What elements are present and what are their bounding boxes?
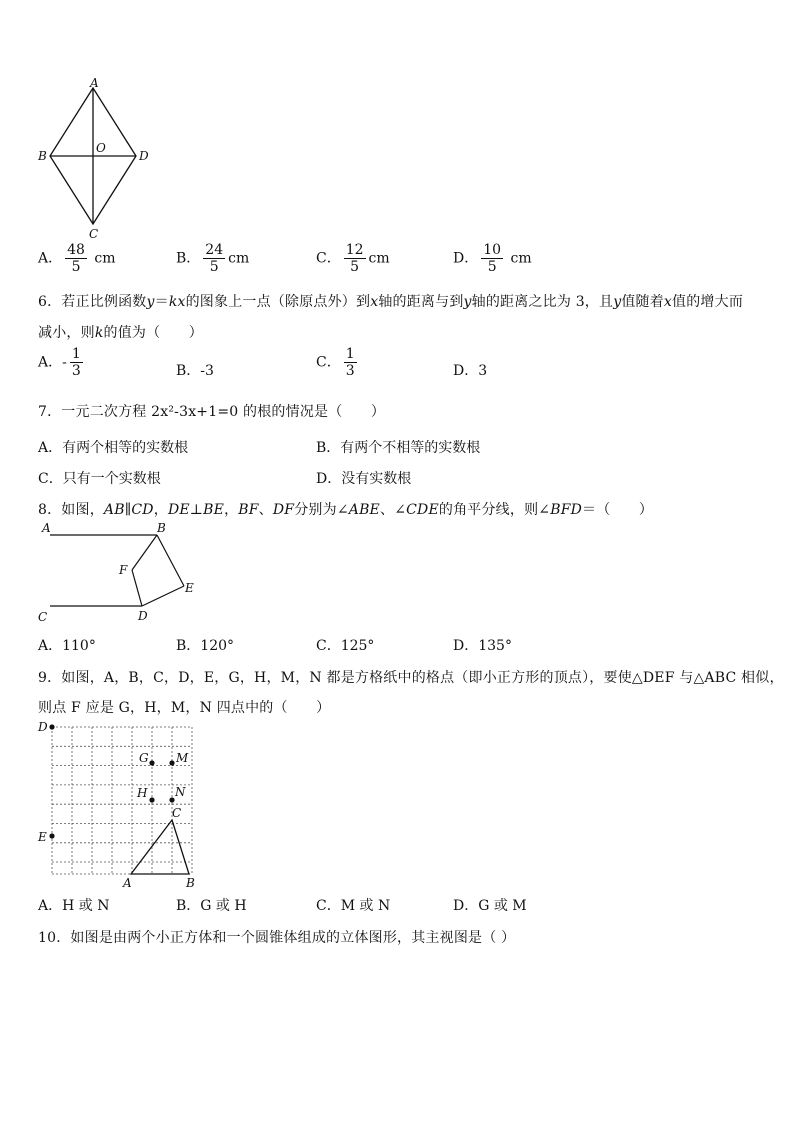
label-e: E [185,581,194,595]
fraction: $\frac{10}{5}$ [483,242,502,275]
label-n: N [175,785,186,799]
q7-option-a[interactable]: A．有两个相等的实数根 [38,440,189,456]
q5-option-c[interactable]: C． $\frac{12}{5}$ cm [316,242,390,275]
label-b: B [157,521,166,535]
label-b: B [186,876,195,890]
q7-option-d[interactable]: D．没有实数根 [316,471,412,487]
label-a: A [42,521,51,535]
q6-stem-line2: 减小，则k的值为（ ） [38,325,203,341]
q8-stem: 8．如图，AB∥CD，DE⊥BE，BF、DF分别为∠ABE、∠CDE的角平分线，则∠BFD＝（ ） [38,502,654,518]
fraction: $\frac{1}{3}$ [71,346,81,379]
fraction: $\frac{48}{5}$ [67,242,85,275]
q10-stem: 10．如图是由两个小正方体和一个圆锥体组成的立体图形，其主视图是（ ） [38,930,516,946]
label-f: F [119,563,128,577]
q7-option-b[interactable]: B．有两个不相等的实数根 [316,440,481,456]
label-h: H [137,786,148,800]
label-c: C [38,610,48,624]
q9-option-b[interactable]: B．G 或 H [176,898,247,914]
q5-option-a[interactable]: A． $\frac{48}{5}$ cm [38,242,116,275]
q6-option-b[interactable]: B．-3 [176,363,214,379]
label-a: A [123,876,132,890]
q9-option-a[interactable]: A．H 或 N [38,898,110,914]
label-a: A [90,76,99,90]
q8-option-c[interactable]: C．125° [316,638,375,654]
label-b: B [38,149,47,163]
grid-figure [34,716,209,890]
label-d: D [38,720,48,734]
q8-option-b[interactable]: B．120° [176,638,235,654]
q9-option-d[interactable]: D．G 或 M [453,898,527,914]
q5-option-b[interactable]: B． $\frac{24}{5}$ cm [176,242,250,275]
q7-stem: 7．一元二次方程 2x²-3x+1=0 的根的情况是（ ） [38,404,386,420]
q9-option-c[interactable]: C．M 或 N [316,898,391,914]
q6-stem-line1: 6．若正比例函数y＝kx的图象上一点（除原点外）到x轴的距离与到y轴的距离之比为 3，且y值随着x值的增大而 [38,294,744,310]
q6-option-d[interactable]: D．3 [453,363,488,379]
rhombus-figure [36,76,166,240]
fraction: $\frac{24}{5}$ [205,242,224,275]
q5-option-d[interactable]: D． $\frac{10}{5}$ cm [453,242,532,275]
fraction: $\frac{12}{5}$ [345,242,364,275]
label-d: D [138,609,148,623]
parallel-lines-figure [34,518,204,628]
label-m: M [176,751,189,765]
q6-option-c[interactable]: C． $\frac{1}{3}$ [316,346,355,379]
q8-option-d[interactable]: D．135° [453,638,512,654]
q7-option-c[interactable]: C．只有一个实数根 [38,471,161,487]
label-d: D [139,149,149,163]
label-c: C [172,806,182,820]
q8-option-a[interactable]: A．110° [38,638,96,654]
fraction: $\frac{1}{3}$ [345,346,355,379]
q9-stem-line1: 9．如图，A，B，C，D，E，G，H，M，N 都是方格纸中的格点（即小正方形的顶点），要使△DEF 与△ABC 相似， [38,670,784,686]
label-g: G [139,751,149,765]
label-o: O [96,141,106,155]
label-e: E [38,830,47,844]
q9-stem-line2: 则点 F 应是 G，H，M，N 四点中的（ ） [38,700,331,716]
label-c: C [89,227,99,240]
q6-option-a[interactable]: A．- $\frac{1}{3}$ [38,346,81,379]
